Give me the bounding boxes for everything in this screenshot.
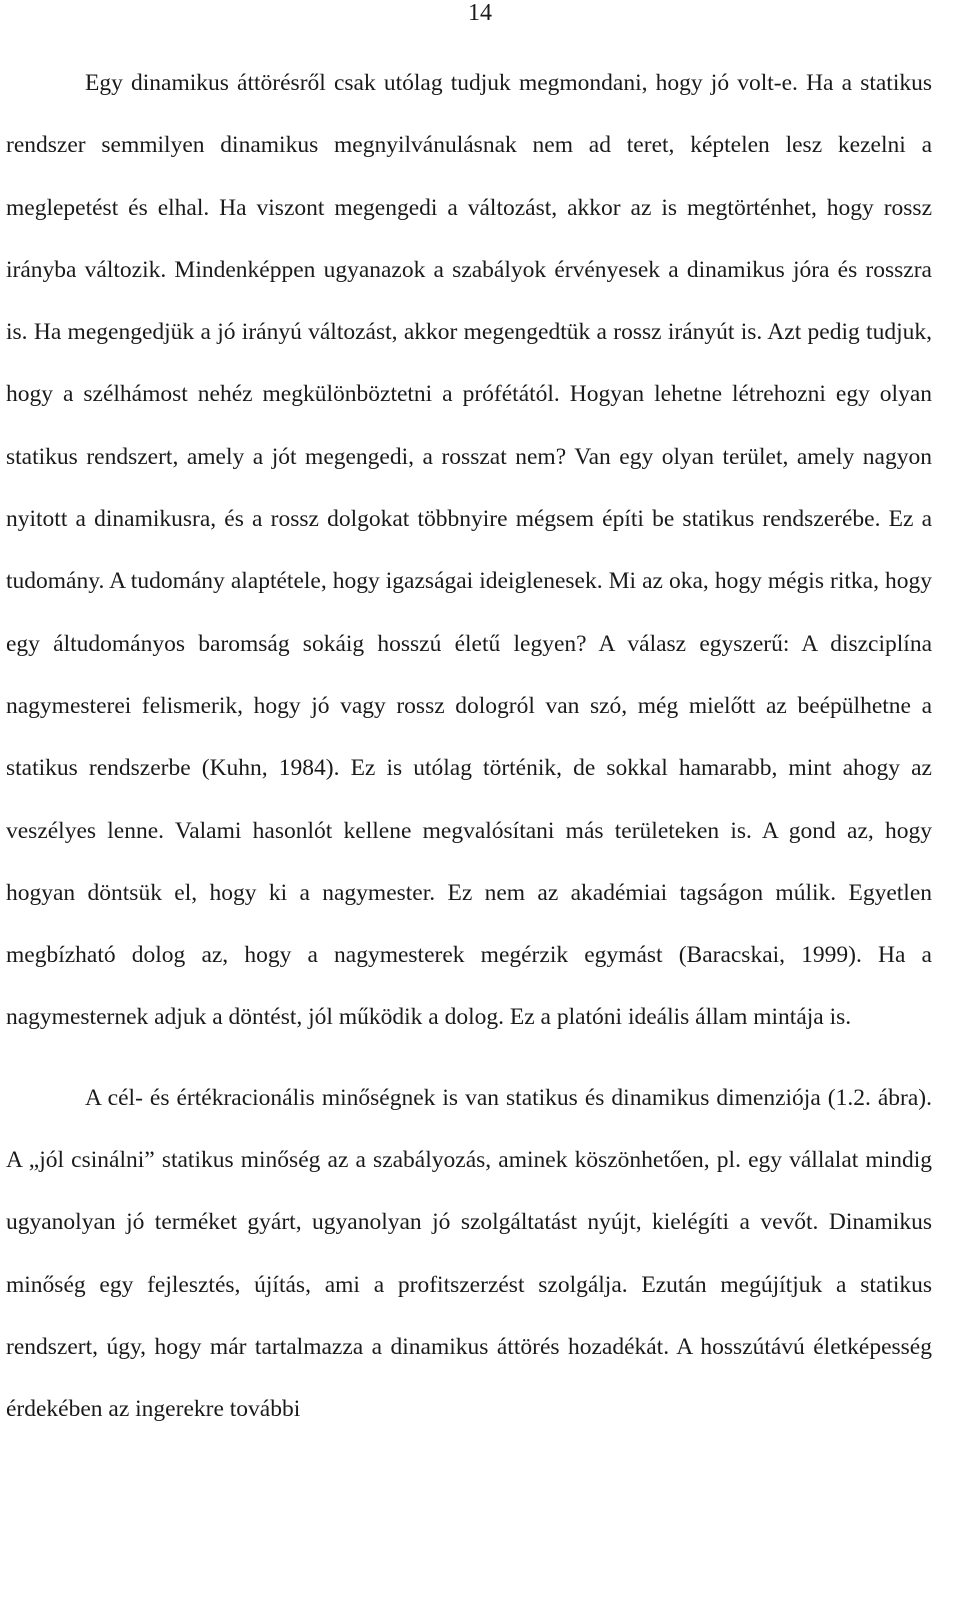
paragraph-dynamic-breakthrough: Egy dinamikus áttörésről csak utólag tudjuk megmondani, hogy jó volt-e. Ha a statikus rendszer semmilyen dinamikus megnyilvánulásnak nem ad teret, képtelen lesz kezelni a meglepetést és elhal. Ha viszont megengedi a változást, akkor az is megtörténhet, hogy rossz irányba változik. Mindenképpen ugyanazok a szabályok érvényesek a dinamikus jóra és rosszra is. Ha megengedjük a jó irányú változást, akkor megengedtük a rossz irányút is. Azt pedig tudjuk, hogy a szélhámost nehéz megkülönböztetni a prófétától. Hogyan lehetne létrehozni egy olyan statikus rendszert, amely a jót megengedi, a rosszat nem? Van egy olyan terület, amely nagyon nyitott a dinamikusra, és a rossz dolgokat többnyire mégsem építi be statikus rendszerébe. Ez a tudomány. A tudomány alaptétele, hogy igazságai ideiglenesek. Mi az oka, hogy mégis ritka, hogy egy áltudományos baromság sokáig hosszú életű legyen? A válasz egyszerű: A diszciplína nagymesterei felismerik, hogy jó vagy rossz dologról van szó, még mielőtt az beépülhetne a statikus rendszerbe (Kuhn, 1984). Ez is utólag történik, de sokkal hamarabb, mint ahogy az veszélyes lenne. Valami hasonlót kellene megvalósítani más területeken is. A gond az, hogy hogyan döntsük el, hogy ki a nagymester. Ez nem az akadémiai tagságon múlik. Egyetlen megbízható dolog az, hogy a nagymesterek megérzik egymást (Baracskai, 1999). Ha a nagymesternek adjuk a döntést, jól működik a dolog. Ez a platóni ideális állam mintája is. [6, 70, 932, 1031]
paragraph-quality-dimensions: A cél- és értékracionális minőségnek is van statikus és dinamikus dimenziója (1.2. ábra). A „jól csinálni” statikus minőség az a szabályozás, aminek köszönhetően, pl. egy vállalat mindig ugyanolyan jó terméket gyárt, ugyanolyan jó szolgáltatást nyújt, kielégíti a vevőt. Dinamikus minőség egy fejlesztés, újítás, ami a profitszerzést szolgálja. Ezután megújítjuk a statikus rendszert, úgy, hogy már tartalmazza a dinamikus áttörés hozadékát. A hosszútávú életképesség érdekében az ingerekre további [6, 1084, 932, 1423]
body-text [6, 52, 932, 1441]
page-number: 14 [468, 0, 492, 26]
